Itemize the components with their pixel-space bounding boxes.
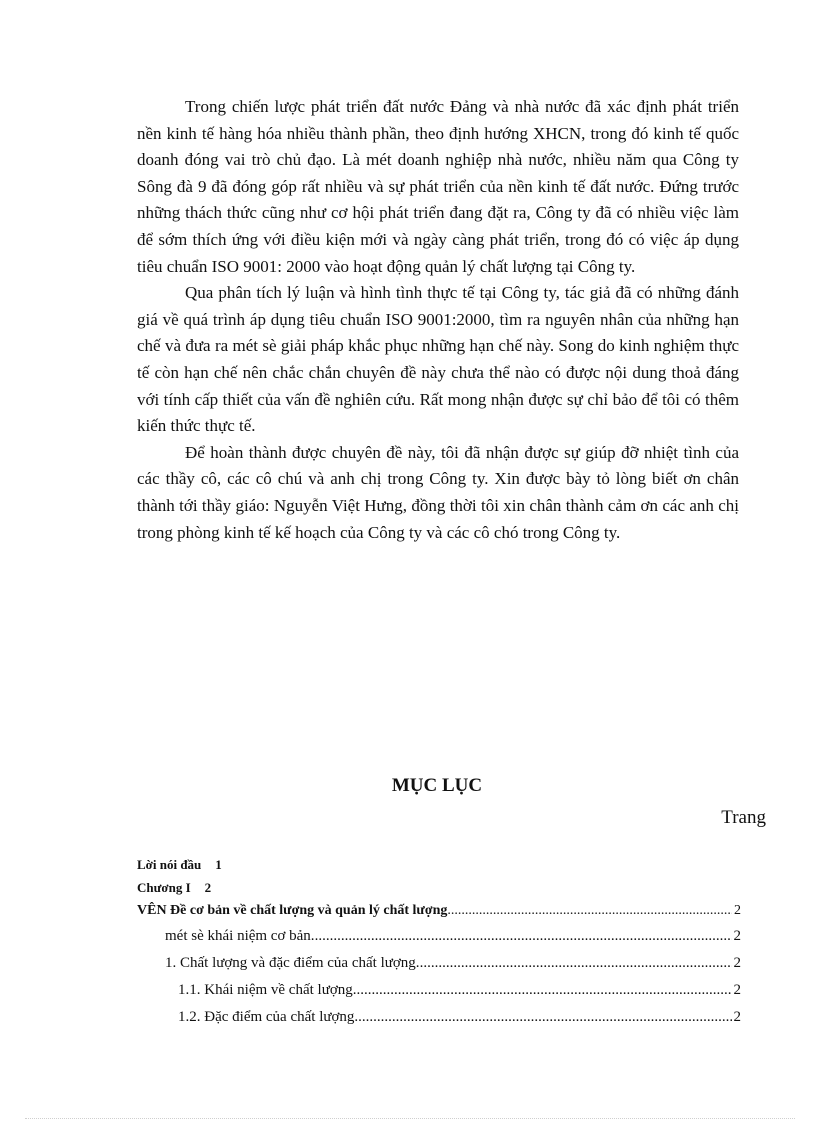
toc-entry-page: 2 [734,903,741,918]
toc-entry[interactable] [137,853,741,876]
toc-entry-label: 1.1. Khái niệm về chất lượng. [178,982,357,998]
toc-leader-dots [315,923,732,950]
toc-entry-label: VÊN Đề cơ bản về chất lượng và quản lý chất lượng [137,903,448,918]
toc-entry-page: 2 [733,928,741,944]
toc-entry[interactable] [137,950,741,977]
toc-leader-dots [447,899,732,923]
toc-entry-label: Chương I [137,880,191,895]
toc-entry-page: 2 [733,982,741,998]
toc-entry[interactable] [137,977,741,1004]
toc-entry-page: 2 [733,1009,741,1025]
toc-entry-page: 1 [215,857,222,872]
toc-page-column-label: Trang [721,807,766,828]
toc-entry-label: 1. Chất lượng và đặc điểm của chất lượng. [165,955,420,971]
intro-paragraph: Qua phân tích lý luận và hình tình thực tế tại Công ty, tác giả đã có những đánh giá về quá trình áp dụng tiêu chuẩn ISO 9001:2000, tìm ra nguyên nhân của những hạn chế và đưa ra mét sè giải pháp khắc phục những hạn chế này. Song do kinh nghiệm thực tế còn hạn chế nên chắc chắn chuyên đề này chưa thể nào có được nội dung thoả đáng với tính cấp thiết của vấn đề nghiên cứu. Rất mong nhận được sự chỉ bảo để tôi có thêm kiến thức thực tế. [137,283,739,436]
toc-leader-dots [420,950,732,977]
toc-entry-label: mét sè khái niệm cơ bản. [165,928,315,944]
toc-title: MỤC LỤC [391,775,483,796]
toc-entry[interactable] [137,923,741,950]
table-of-contents [137,853,741,1031]
toc-entry-label: Lời nói đầu [137,857,202,872]
toc-entry[interactable] [137,1004,741,1031]
toc-entry[interactable] [137,876,741,899]
toc-entry-page: 2 [733,955,741,971]
toc-leader-dots [358,1004,731,1031]
page-bottom-divider [25,1118,795,1119]
toc-entry-label: 1.2. Đặc điểm của chất lượng. [178,1009,359,1025]
intro-paragraph: Trong chiến lược phát triển đất nước Đảng và nhà nước đã xác định phát triển nền kinh tế hàng hóa nhiều thành phần, theo định hướng XHCN, trong đó kinh tế quốc doanh đóng vai trò chủ đạo. Là mét doanh nghiệp nhà nước, nhiều năm qua Công ty Sông đà 9 đã đóng góp rất nhiều và sự phát triển của nền kinh tế đất nước. Đứng trước những thách thức cũng như cơ hội phát triển đang đặt ra, Công ty đã có nhiều việc làm để sớm thích ứng với điều kiện mới và ngày càng phát triển, trong đó có việc áp dụng tiêu chuẩn ISO 9001: 2000 vào hoạt động quản lý chất lượng tại Công ty. [137,97,739,276]
toc-entry[interactable] [137,899,741,923]
toc-leader-dots [357,977,732,1004]
intro-paragraph: Để hoàn thành được chuyên đề này, tôi đã nhận được sự giúp đỡ nhiệt tình của các thầy cô, các cô chú và anh chị trong Công ty. Xin được bày tỏ lòng biết ơn chân thành tới thầy giáo: Nguyễn Việt Hưng, đồng thời tôi xin chân thành cảm ơn các anh chị trong phòng kinh tế kế hoạch của Công ty và các cô chó trong Công ty. [137,442,739,542]
toc-entry-page: 2 [204,880,212,895]
intro-section [137,94,739,546]
